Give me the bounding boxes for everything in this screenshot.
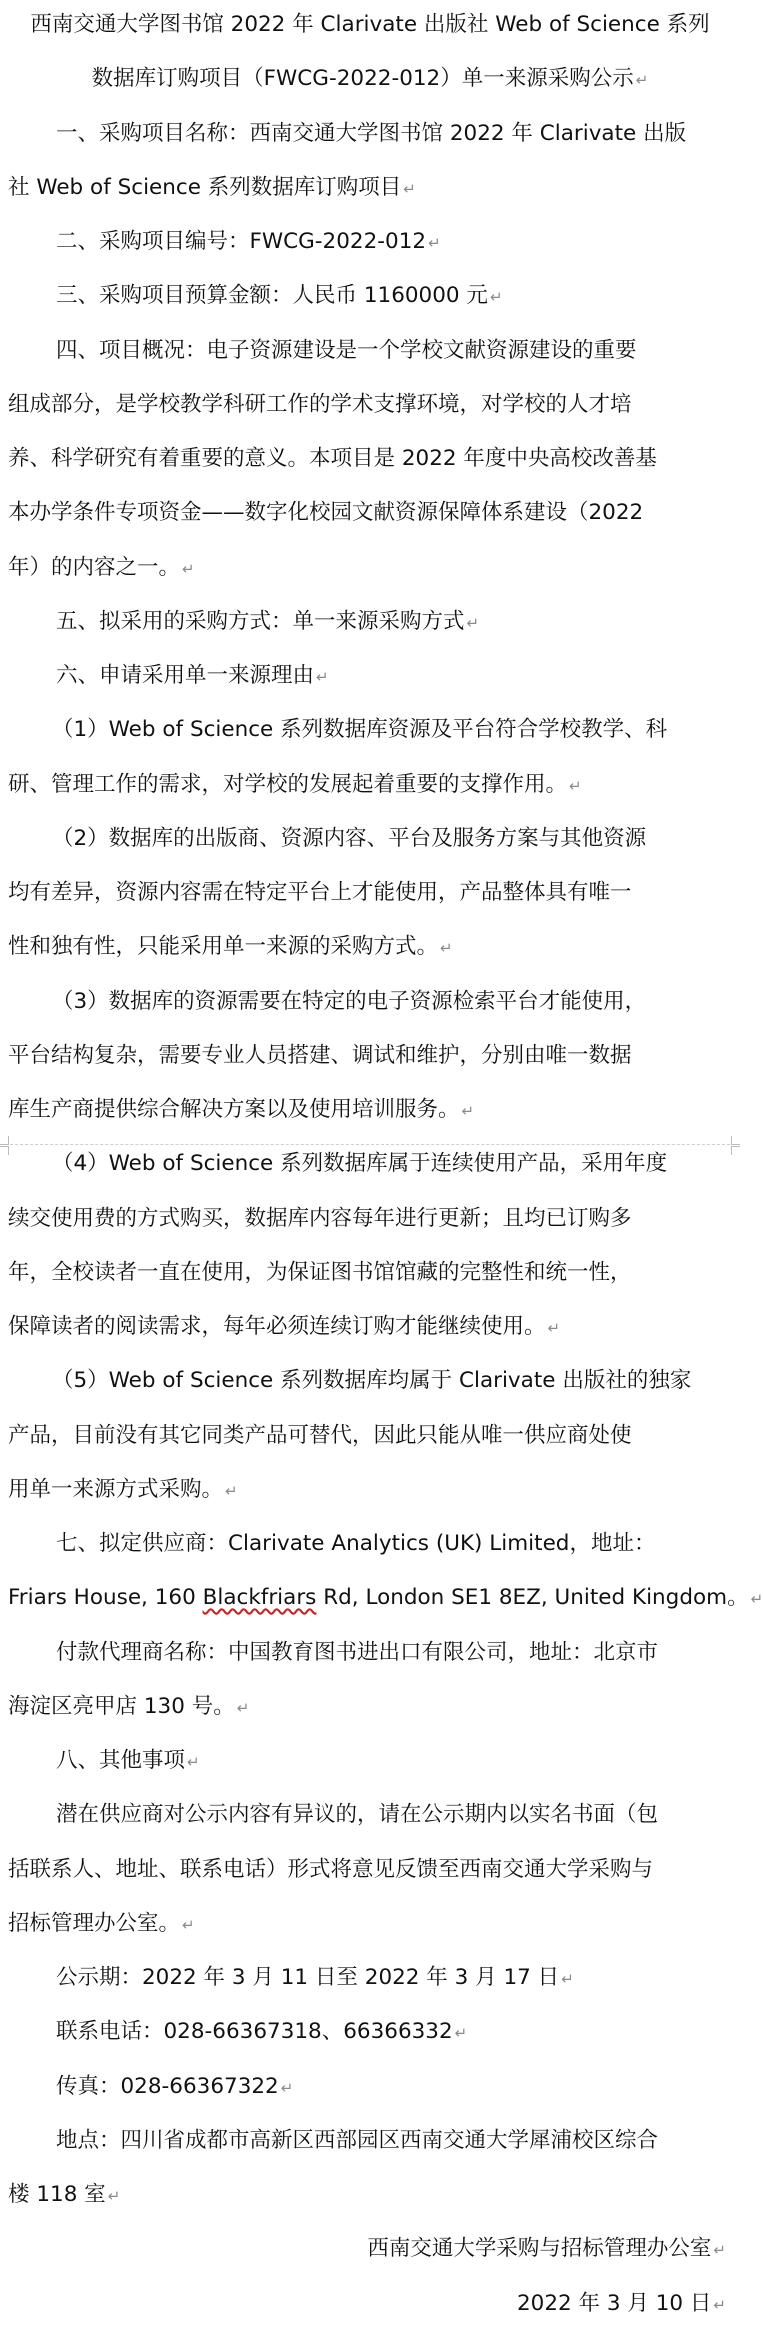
reason5-line-2: 产品，目前没有其它同类产品可替代，因此只能从唯一供应商处使 bbox=[8, 1423, 632, 1448]
paragraph-mark-icon: ↵ bbox=[461, 1102, 475, 1120]
address-line-1: 地点：四川省成都市高新区西部园区西南交通大学犀浦校区综合 bbox=[56, 2128, 659, 2153]
reason2-line-2: 均有差异，资源内容需在特定平台上才能使用，产品整体具有唯一 bbox=[8, 880, 632, 905]
paragraph-mark-icon: ↵ bbox=[236, 1699, 250, 1717]
signature-date: 2022 年 3 月 10 日 ↵ bbox=[516, 2291, 726, 2316]
paragraph-mark-icon: ↵ bbox=[403, 180, 416, 198]
reason4-line-1: （4）Web of Science 系列数据库属于连续使用产品，采用年度 bbox=[52, 1151, 668, 1176]
item2: 二、采购项目编号：FWCG-2022-012 ↵ bbox=[56, 229, 441, 254]
item1-line-1: 一、采购项目名称：西南交通大学图书馆 2022 年 Clarivate 出版 bbox=[56, 121, 687, 146]
reason5-line-3: 用单一来源方式采购。 ↵ bbox=[8, 1477, 238, 1502]
paragraph-mark-icon: ↵ bbox=[569, 777, 582, 795]
paragraph-mark-icon: ↵ bbox=[466, 614, 480, 632]
reason4-line-2: 续交使用费的方式购买，数据库内容每年进行更新；且均已订购多 bbox=[8, 1206, 632, 1231]
item4-line-5: 年）的内容之一。 ↵ bbox=[8, 555, 195, 580]
paragraph-mark-icon: ↵ bbox=[454, 2024, 468, 2042]
item3: 三、采购项目预算金额：人民币 1160000 元 ↵ bbox=[56, 283, 503, 308]
paragraph-mark-icon: ↵ bbox=[713, 2241, 726, 2259]
paragraph-mark-icon: ↵ bbox=[182, 560, 195, 578]
item5: 五、拟采用的采购方式：单一来源采购方式 ↵ bbox=[56, 609, 480, 634]
title-line-2: 数据库订购项目（FWCG-2022-012）单一来源采购公示 ↵ bbox=[91, 66, 649, 91]
paragraph-mark-icon: ↵ bbox=[547, 1319, 561, 1337]
other-line-1: 潜在供应商对公示内容有异议的，请在公示期内以实名书面（包 bbox=[56, 1802, 659, 1827]
paragraph-mark-icon: ↵ bbox=[316, 668, 329, 686]
item4-line-4: 本办学条件专项资金——数字化校园文献资源保障体系建设（2022 bbox=[8, 500, 644, 525]
paragraph-mark-icon: ↵ bbox=[280, 2079, 294, 2097]
corner-mark-icon bbox=[0, 1136, 9, 1145]
paragraph-mark-icon: ↵ bbox=[750, 1590, 763, 1608]
reason2-line-3: 性和独有性，只能采用单一来源的采购方式。 ↵ bbox=[8, 934, 453, 959]
page-break-line bbox=[0, 1144, 740, 1145]
period: 公示期：2022 年 3 月 11 日至 2022 年 3 月 17 日 ↵ bbox=[56, 1965, 574, 1990]
paragraph-mark-icon: ↵ bbox=[635, 71, 649, 89]
reason1-line-1: （1）Web of Science 系列数据库资源及平台符合学校教学、科 bbox=[52, 717, 668, 742]
reason2-line-1: （2）数据库的出版商、资源内容、平台及服务方案与其他资源 bbox=[52, 826, 647, 851]
item7-line-2: Friars House, 160 Blackfriars Rd, London SE1 8EZ, United Kingdom。 ↵ bbox=[8, 1585, 763, 1610]
paragraph-mark-icon: ↵ bbox=[187, 1753, 200, 1771]
item7-line-1: 七、拟定供应商：Clarivate Analytics (UK) Limited，地址： bbox=[56, 1531, 656, 1556]
phone: 联系电话：028-66367318、66366332 ↵ bbox=[56, 2019, 468, 2044]
item4-line-1: 四、项目概况：电子资源建设是一个学校文献资源建设的重要 bbox=[56, 338, 637, 363]
other-line-3: 招标管理办公室。 ↵ bbox=[8, 1911, 195, 1936]
paragraph-mark-icon: ↵ bbox=[107, 2187, 121, 2205]
address-line-2: 楼 118 室 ↵ bbox=[8, 2182, 121, 2207]
item4-line-3: 养、科学研究有着重要的意义。本项目是 2022 年度中央高校改善基 bbox=[8, 446, 657, 471]
agent-line-2: 海淀区亮甲店 130 号。 ↵ bbox=[8, 1694, 250, 1719]
item4-line-2: 组成部分，是学校教学科研工作的学术支撑环境，对学校的人才培 bbox=[8, 392, 632, 417]
reason3-line-1: （3）数据库的资源需要在特定的电子资源检索平台才能使用， bbox=[52, 989, 647, 1014]
reason1-line-2: 研、管理工作的需求，对学校的发展起着重要的支撑作用。 ↵ bbox=[8, 772, 582, 797]
paragraph-mark-icon: ↵ bbox=[440, 939, 453, 957]
reason3-line-2: 平台结构复杂，需要专业人员搭建、调试和维护，分别由唯一数据 bbox=[8, 1043, 632, 1068]
paragraph-mark-icon: ↵ bbox=[428, 234, 441, 252]
reason5-line-1: （5）Web of Science 系列数据库均属于 Clarivate 出版社的独家 bbox=[52, 1368, 692, 1393]
fax: 传真：028-66367322 ↵ bbox=[56, 2074, 294, 2099]
item6: 六、申请采用单一来源理由 ↵ bbox=[56, 663, 329, 688]
paragraph-mark-icon: ↵ bbox=[225, 1482, 238, 1500]
paragraph-mark-icon: ↵ bbox=[489, 288, 503, 306]
reason3-line-3: 库生产商提供综合解决方案以及使用培训服务。 ↵ bbox=[8, 1097, 475, 1122]
signature: 西南交通大学采购与招标管理办公室 ↵ bbox=[367, 2236, 726, 2261]
paragraph-mark-icon: ↵ bbox=[561, 1970, 574, 1988]
agent-line-1: 付款代理商名称：中国教育图书进出口有限公司，地址：北京市 bbox=[56, 1640, 659, 1665]
reason4-line-4: 保障读者的阅读需求，每年必须连续订购才能继续使用。 ↵ bbox=[8, 1314, 561, 1339]
item1-line-2: 社 Web of Science 系列数据库订购项目 ↵ bbox=[8, 175, 416, 200]
spellcheck-word: Blackfriars bbox=[202, 1585, 317, 1610]
reason4-line-3: 年，全校读者一直在使用，为保证图书馆馆藏的完整性和统一性， bbox=[8, 1260, 632, 1285]
item8: 八、其他事项 ↵ bbox=[56, 1748, 200, 1773]
paragraph-mark-icon: ↵ bbox=[182, 1916, 195, 1934]
corner-mark-icon bbox=[731, 1136, 740, 1145]
paragraph-mark-icon: ↵ bbox=[713, 2296, 726, 2314]
other-line-2: 括联系人、地址、联系电话）形式将意见反馈至西南交通大学采购与 bbox=[8, 1857, 654, 1882]
title-line-1: 西南交通大学图书馆 2022 年 Clarivate 出版社 Web of Science 系列 bbox=[30, 12, 710, 37]
